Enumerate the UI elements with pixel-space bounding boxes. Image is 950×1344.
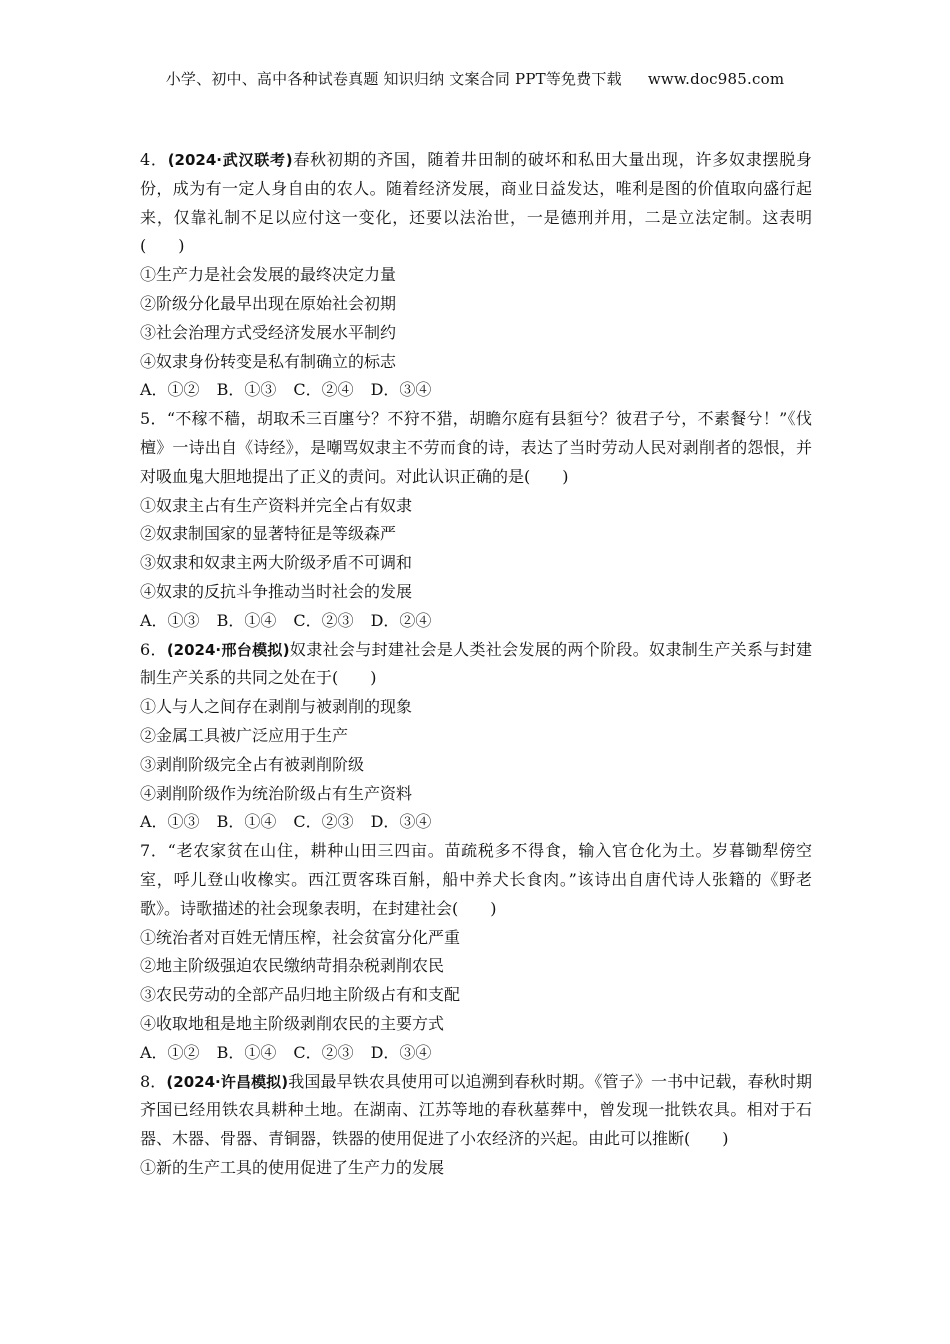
answer-choice-d: D．③④ <box>370 1042 432 1062</box>
question-text: 奴隶社会与封建社会是人类社会发展的两个阶段。奴隶制生产关系与封建制生产关系的共同之处在于( ) <box>140 639 812 688</box>
question-number: 5． <box>140 409 167 429</box>
question-source: (2024·许昌模拟) <box>166 1072 289 1091</box>
statement-option: ④收取地租是地主阶级剥削农民的主要方式 <box>140 1013 445 1033</box>
question-number: 6． <box>140 639 167 659</box>
question-stem <box>140 1068 812 1154</box>
statement-option: ②地主阶级强迫农民缴纳苛捐杂税剥削农民 <box>140 956 445 976</box>
statement-option: ③农民劳动的全部产品归地主阶级占有和支配 <box>140 985 461 1005</box>
statement-option: ①奴隶主占有生产资料并完全占有奴隶 <box>140 495 413 515</box>
answer-choices <box>140 376 812 405</box>
question-6 <box>140 636 812 838</box>
answer-choice-a: A．①③ <box>140 610 200 630</box>
question-number: 7． <box>140 841 168 861</box>
question-7 <box>140 837 812 1067</box>
answer-choice-a: A．①② <box>140 380 200 400</box>
question-source: (2024·邢台模拟) <box>166 640 290 659</box>
answer-choice-c: C．②③ <box>293 610 354 630</box>
answer-choices <box>140 607 812 636</box>
statement-option: ③社会治理方式受经济发展水平制约 <box>140 322 397 342</box>
statement-option: ③剥削阶级完全占有被剥削阶级 <box>140 754 365 774</box>
statement-option: ①统治者对百姓无情压榨，社会贫富分化严重 <box>140 927 461 947</box>
statement-option: ①生产力是社会发展的最终决定力量 <box>140 265 397 285</box>
answer-choice-b: B．①④ <box>216 610 277 630</box>
answer-choices <box>140 808 812 837</box>
statement-option: ①新的生产工具的使用促进了生产力的发展 <box>140 1157 445 1177</box>
header-left-text: 小学、初中、高中各种试卷真题 知识归纳 文案合同 PPT等免费下载 <box>165 70 622 88</box>
question-number: 8． <box>140 1071 167 1091</box>
answer-choice-d: D．②④ <box>370 610 432 630</box>
question-text: 我国最早铁农具使用可以追溯到春秋时期。《管子》一书中记载，春秋时期齐国已经用铁农具耕种土地。在湖南、江苏等地的春秋墓葬中，曾发现一批铁农具。相对于石器、木器、骨器、青铜器，铁器的使用促进了小农经济的兴起。由此可以推断( ) <box>140 1071 812 1149</box>
question-list <box>140 146 812 1183</box>
page-header <box>0 68 950 89</box>
question-text: “不稼不穑，胡取禾三百廛兮？不狩不猎，胡瞻尔庭有县貆兮？彼君子兮，不素餐兮！”《伐檀》一诗出自《诗经》，是嘲骂奴隶主不劳而食的诗，表达了当时劳动人民对剥削者的怨恨，并对吸血鬼大胆地提出了正义的责问。对此认识正确的是( ) <box>140 409 812 486</box>
answer-choice-a: A．①③ <box>140 812 200 832</box>
answer-choice-b: B．①④ <box>216 1042 277 1062</box>
statement-option: ②阶级分化最早出现在原始社会初期 <box>140 293 397 313</box>
question-stem <box>140 636 812 694</box>
answer-choice-b: B．①③ <box>216 380 277 400</box>
question-text: 春秋初期的齐国，随着井田制的破坏和私田大量出现，许多奴隶摆脱身份，成为有一定人身自由的农人。随着经济发展，商业日益发达，唯利是图的价值取向盛行起来，仅靠礼制不足以应付这一变化，还要以法治世，一是德刑并用，二是立法定制。这表明( ) <box>140 150 812 256</box>
answer-choices <box>140 1039 812 1068</box>
question-stem <box>140 146 812 261</box>
question-stem <box>140 405 812 491</box>
question-8 <box>140 1068 812 1183</box>
statement-option: ②金属工具被广泛应用于生产 <box>140 725 349 745</box>
statement-option: ④奴隶身份转变是私有制确立的标志 <box>140 351 397 371</box>
answer-choice-d: D．③④ <box>370 812 432 832</box>
answer-choice-b: B．①④ <box>216 812 277 832</box>
answer-choice-c: C．②③ <box>293 812 354 832</box>
question-number: 4． <box>140 150 168 169</box>
statement-option: ④奴隶的反抗斗争推动当时社会的发展 <box>140 581 413 601</box>
question-text: “老农家贫在山住，耕种山田三四亩。苗疏税多不得食，输入官仓化为土。岁暮锄犁傍空室，呼儿登山收橡实。西江贾客珠百斛，船中养犬长食肉。”该诗出自唐代诗人张籍的《野老歌》。诗歌描述的社会现象表明，在封建社会( ) <box>140 841 812 918</box>
statement-option: ④剥削阶级作为统治阶级占有生产资料 <box>140 783 413 803</box>
answer-choice-a: A．①② <box>140 1042 200 1062</box>
answer-choice-c: C．②③ <box>293 1042 354 1062</box>
question-stem <box>140 837 812 923</box>
statement-option: ③奴隶和奴隶主两大阶级矛盾不可调和 <box>140 553 413 573</box>
answer-choice-d: D．③④ <box>370 380 432 400</box>
statement-option: ①人与人之间存在剥削与被剥削的现象 <box>140 697 413 717</box>
question-4 <box>140 146 812 405</box>
answer-choice-c: C．②④ <box>293 380 354 400</box>
question-source: (2024·武汉联考) <box>167 151 293 169</box>
question-5 <box>140 405 812 635</box>
header-site-url[interactable]: www.doc985.com <box>647 70 785 88</box>
statement-option: ②奴隶制国家的显著特征是等级森严 <box>140 524 397 544</box>
